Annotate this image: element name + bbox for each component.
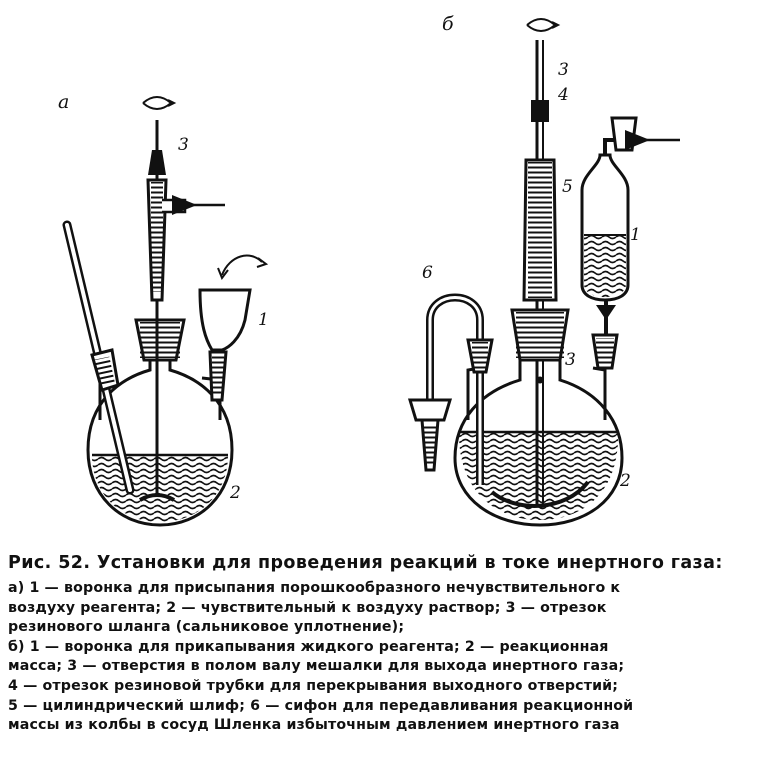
- caption-line: масса; 3 — отверстия в полом валу мешалки для выхода инертного газа;: [8, 658, 625, 675]
- caption-title: Рис. 52. Установки для проведения реакций в токе инертного газа:: [8, 553, 723, 573]
- figure-caption: [8, 553, 754, 736]
- caption-line: б) 1 — воронка для прикапывания жидкого реагента; 2 — реакционная: [8, 638, 609, 655]
- label-b-4: 4: [558, 85, 569, 105]
- label-b-1: 1: [630, 225, 641, 245]
- caption-line: а) 1 — воронка для присыпания порошкообразного нечувствительного к: [8, 580, 621, 596]
- panel-a: [58, 91, 269, 525]
- thermometer-a: [67, 225, 130, 490]
- panel-a-label: а: [58, 91, 70, 113]
- caption-line: воздуху реагента; 2 — чувствительный к воздуху раствор; 3 — отрезок: [8, 599, 607, 616]
- label-b-2: 2: [620, 471, 631, 491]
- label-b-3-mid: 3: [565, 350, 576, 370]
- liquid-a: [92, 455, 228, 522]
- label-b-3-top: 3: [558, 60, 569, 80]
- siphon-b: [410, 298, 492, 486]
- caption-line: 5 — цилиндрический шлиф; 6 — сифон для передавливания реакционной: [8, 697, 634, 714]
- caption-line: 4 — отрезок резиновой трубки для перекрывания выходного отверстий;: [8, 677, 619, 694]
- label-a-1: 1: [258, 310, 269, 330]
- central-joint-a: [136, 320, 184, 360]
- label-a-3: 3: [178, 135, 189, 155]
- caption-line: массы из колбы в сосуд Шленка избыточным давлением инертного газа: [8, 717, 620, 734]
- panel-b: [410, 13, 680, 525]
- label-b-5: 5: [562, 177, 573, 197]
- panel-b-label: б: [442, 13, 454, 35]
- label-b-6: 6: [422, 263, 433, 283]
- caption-line: резинового шланга (сальниковое уплотнение);: [8, 619, 405, 636]
- label-a-2: 2: [230, 483, 241, 503]
- powder-funnel-a: [200, 256, 266, 400]
